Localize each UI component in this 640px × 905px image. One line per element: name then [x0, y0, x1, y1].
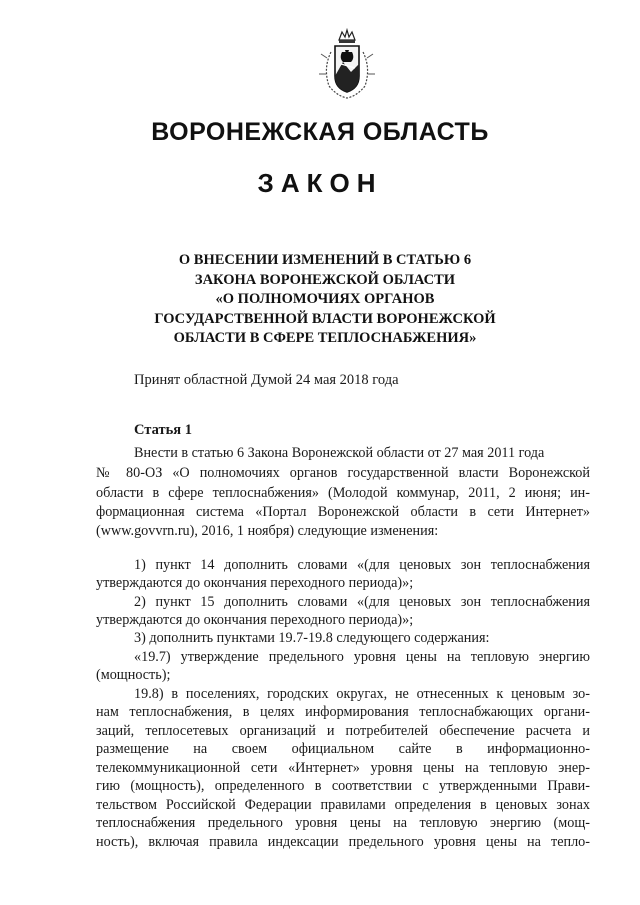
article-text-line: ность), включая правила индексации предельного уровня цены на тепло- [96, 834, 590, 850]
article-text-line: (мощность); [96, 667, 171, 683]
article-text-line: утверждаются до окончания переходного периода)»; [96, 612, 414, 628]
article-text-line: Внести в статью 6 Закона Воронежской области от 27 мая 2011 года [134, 445, 545, 461]
article-text-line: утверждаются до окончания переходного периода)»; [96, 575, 414, 591]
article-text-line: «19.7) утверждение предельного уровня цены на тепловую энергию [134, 649, 590, 665]
article-text-line: 1) пункт 14 дополнить словами «(для ценовых зон теплоснабжения [134, 557, 590, 573]
article-text-line: телекоммуникационной сети «Интернет» уровня цены на тепловую энер- [96, 760, 590, 776]
article-text-line: области в сфере теплоснабжения» (Молодой коммунар, 2011, 2 июня; ин- [96, 485, 590, 501]
article-text-line: (www.govvrn.ru), 2016, 1 ноября) следующие изменения: [96, 523, 439, 539]
adoption-note: Принят областной Думой 24 мая 2018 года [134, 372, 399, 388]
title-line: ОБЛАСТИ В СФЕРЕ ТЕПЛОСНАБЖЕНИЯ» [173, 330, 477, 346]
article-text-line: тельством Российской Федерации правилами определения в ценовых зонах [96, 797, 590, 813]
region-name: ВОРОНЕЖСКАЯ ОБЛАСТЬ [151, 118, 489, 146]
law-title [130, 251, 520, 349]
document-type: ЗАКОН [257, 168, 383, 198]
article-text-line: гию (мощность), определенного в соответствии с утвержденными Прави- [96, 778, 590, 794]
article-text-line: 19.8) в поселениях, городских округах, не отнесенных к ценовым зо- [134, 686, 590, 702]
title-line: О ВНЕСЕНИИ ИЗМЕНЕНИЙ В СТАТЬЮ 6 [178, 252, 472, 268]
article-text-line: нам теплоснабжения, в целях информирования теплоснабжающих органи- [96, 704, 590, 720]
article-text-line: № 80-ОЗ «О полномочиях органов государственной власти Воронежской [96, 465, 590, 481]
title-line: ЗАКОНА ВОРОНЕЖСКОЙ ОБЛАСТИ [194, 271, 456, 288]
article-text-line: формационная система «Портал Воронежской области в сети Интернет» [96, 504, 590, 520]
article-heading: Статья 1 [134, 422, 192, 438]
article-text-line: 3) дополнить пунктами 19.7-19.8 следующего содержания: [134, 630, 490, 646]
title-line: «О ПОЛНОМОЧИЯХ ОРГАНОВ [215, 291, 435, 307]
article-text-line: 2) пункт 15 дополнить словами «(для ценовых зон теплоснабжения [134, 594, 590, 610]
article-text-line: теплоснабжения предельного уровня цены на тепловую энергию (мощ- [96, 815, 590, 831]
article-text-line: размещение на своем официальном сайте в информационно- [96, 741, 590, 757]
coat-of-arms-emblem [317, 28, 377, 102]
article-text-line: заций, теплосетевых организаций и потребителей обеспечение расчета и [96, 723, 590, 739]
title-line: ГОСУДАРСТВЕННОЙ ВЛАСТИ ВОРОНЕЖСКОЙ [154, 310, 496, 327]
